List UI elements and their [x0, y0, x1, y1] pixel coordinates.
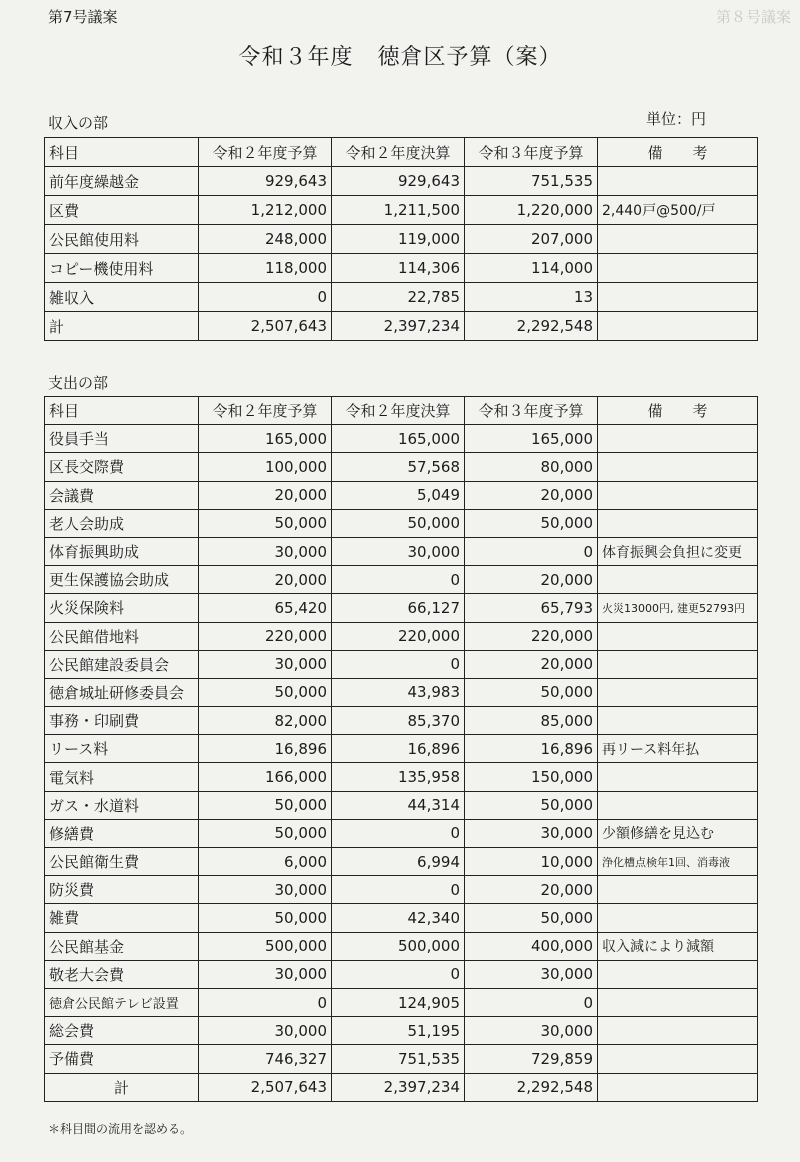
r3-budget-cell: 10,000 [465, 848, 598, 876]
note-cell [598, 876, 758, 904]
r2-settlement-cell: 44,314 [332, 791, 465, 819]
table-row [45, 594, 758, 622]
r3-budget-cell: 150,000 [465, 763, 598, 791]
r3-budget-cell: 0 [465, 537, 598, 565]
table-row [45, 763, 758, 791]
table-row [45, 678, 758, 706]
subject-cell: ガス・水道料 [45, 791, 199, 819]
r3-budget-cell: 114,000 [465, 254, 598, 283]
header-r2-settlement: 令和２年度決算 [332, 138, 465, 167]
note-cell: 火災13000円, 建更52793円 [598, 594, 758, 622]
table-row [45, 425, 758, 453]
subject-cell: 徳倉城址研修委員会 [45, 678, 199, 706]
r3-budget-cell: 0 [465, 988, 598, 1016]
r2-settlement-cell: 50,000 [332, 509, 465, 537]
unit-label: 単位：円 [646, 110, 707, 128]
r2-settlement-cell: 1,211,500 [332, 196, 465, 225]
r2-budget-cell: 500,000 [199, 932, 332, 960]
r2-budget-cell: 1,212,000 [199, 196, 332, 225]
r2-settlement-cell: 5,049 [332, 481, 465, 509]
table-row [45, 481, 758, 509]
subject-cell: 電気料 [45, 763, 199, 791]
table-row [45, 791, 758, 819]
r2-budget-cell: 30,000 [199, 650, 332, 678]
table-row [45, 932, 758, 960]
r3-budget-cell: 20,000 [465, 481, 598, 509]
subject-cell: 防災費 [45, 876, 199, 904]
r2-settlement-cell: 42,340 [332, 904, 465, 932]
subject-cell: 公民館借地料 [45, 622, 199, 650]
agenda-number: 第7号議案 [48, 8, 118, 26]
note-cell: 収入減により減額 [598, 932, 758, 960]
note-cell [598, 1045, 758, 1073]
subject-cell: 公民館衛生費 [45, 848, 199, 876]
table-row [45, 509, 758, 537]
table-row [45, 1045, 758, 1073]
note-cell: 浄化槽点検年1回、消毒液 [598, 848, 758, 876]
table-row [45, 196, 758, 225]
r2-budget-cell: 6,000 [199, 848, 332, 876]
subject-cell: 区長交際費 [45, 453, 199, 481]
r2-budget-cell: 50,000 [199, 819, 332, 847]
r3-budget-cell: 2,292,548 [465, 312, 598, 341]
r2-settlement-cell: 114,306 [332, 254, 465, 283]
r2-budget-cell: 65,420 [199, 594, 332, 622]
r2-budget-cell: 0 [199, 988, 332, 1016]
r2-budget-cell: 50,000 [199, 509, 332, 537]
expense-section-label: 支出の部 [48, 374, 109, 392]
subject-cell: 予備費 [45, 1045, 199, 1073]
subject-cell: 公民館基金 [45, 932, 199, 960]
r2-settlement-cell: 43,983 [332, 678, 465, 706]
note-cell: 再リース料年払 [598, 735, 758, 763]
table-row [45, 904, 758, 932]
r3-budget-cell: 165,000 [465, 425, 598, 453]
subject-cell: 計 [45, 1073, 199, 1101]
subject-cell: 公民館使用料 [45, 225, 199, 254]
r3-budget-cell: 729,859 [465, 1045, 598, 1073]
note-cell [598, 254, 758, 283]
note-cell [598, 481, 758, 509]
r2-settlement-cell: 0 [332, 960, 465, 988]
title-year: 令和３年度 [238, 45, 354, 70]
r3-budget-cell: 80,000 [465, 453, 598, 481]
r2-budget-cell: 30,000 [199, 1017, 332, 1045]
r2-settlement-cell: 0 [332, 650, 465, 678]
r2-settlement-cell: 85,370 [332, 707, 465, 735]
r3-budget-cell: 65,793 [465, 594, 598, 622]
r3-budget-cell: 50,000 [465, 678, 598, 706]
r2-budget-cell: 248,000 [199, 225, 332, 254]
table-row [45, 988, 758, 1016]
table-row [45, 960, 758, 988]
r2-budget-cell: 166,000 [199, 763, 332, 791]
note-cell [598, 988, 758, 1016]
r2-budget-cell: 50,000 [199, 904, 332, 932]
subject-cell: コピー機使用料 [45, 254, 199, 283]
r2-settlement-cell: 22,785 [332, 283, 465, 312]
table-row [45, 819, 758, 847]
r2-settlement-cell: 0 [332, 566, 465, 594]
r2-budget-cell: 82,000 [199, 707, 332, 735]
subject-cell: 公民館建設委員会 [45, 650, 199, 678]
table-row [45, 254, 758, 283]
r2-budget-cell: 20,000 [199, 481, 332, 509]
r2-budget-cell: 220,000 [199, 622, 332, 650]
note-cell [598, 167, 758, 196]
note-cell [598, 312, 758, 341]
r2-settlement-cell: 30,000 [332, 537, 465, 565]
note-cell: 少額修繕を見込む [598, 819, 758, 847]
r2-settlement-cell: 2,397,234 [332, 1073, 465, 1101]
subject-cell: 体育振興助成 [45, 537, 199, 565]
r2-budget-cell: 30,000 [199, 876, 332, 904]
r2-budget-cell: 746,327 [199, 1045, 332, 1073]
subject-cell: 徳倉公民館テレビ設置 [45, 988, 199, 1016]
r2-settlement-cell: 135,958 [332, 763, 465, 791]
r2-settlement-cell: 500,000 [332, 932, 465, 960]
r2-settlement-cell: 66,127 [332, 594, 465, 622]
r2-settlement-cell: 51,195 [332, 1017, 465, 1045]
table-row [45, 537, 758, 565]
r2-budget-cell: 30,000 [199, 537, 332, 565]
r2-settlement-cell: 119,000 [332, 225, 465, 254]
subject-cell: 役員手当 [45, 425, 199, 453]
r3-budget-cell: 751,535 [465, 167, 598, 196]
income-section-label: 収入の部 [48, 114, 109, 132]
r3-budget-cell: 30,000 [465, 819, 598, 847]
subject-cell: 雑費 [45, 904, 199, 932]
r2-budget-cell: 20,000 [199, 566, 332, 594]
header-r2-budget: 令和２年度予算 [199, 397, 332, 425]
table-row [45, 283, 758, 312]
header-r2-settlement: 令和２年度決算 [332, 397, 465, 425]
r3-budget-cell: 20,000 [465, 650, 598, 678]
r2-budget-cell: 50,000 [199, 791, 332, 819]
subject-cell: 老人会助成 [45, 509, 199, 537]
note-cell [598, 283, 758, 312]
subject-cell: 敬老大会費 [45, 960, 199, 988]
table-row [45, 167, 758, 196]
r2-settlement-cell: 220,000 [332, 622, 465, 650]
r3-budget-cell: 13 [465, 283, 598, 312]
table-row [45, 735, 758, 763]
note-cell [598, 904, 758, 932]
r3-budget-cell: 50,000 [465, 791, 598, 819]
r2-budget-cell: 30,000 [199, 960, 332, 988]
subject-cell: 修繕費 [45, 819, 199, 847]
table-row [45, 312, 758, 341]
table-row [45, 650, 758, 678]
r2-settlement-cell: 57,568 [332, 453, 465, 481]
header-r2-budget: 令和２年度予算 [199, 138, 332, 167]
note-cell [598, 225, 758, 254]
r3-budget-cell: 20,000 [465, 566, 598, 594]
note-cell [598, 707, 758, 735]
note-cell [598, 509, 758, 537]
note-cell: 体育振興会負担に変更 [598, 537, 758, 565]
income-header-row [45, 138, 758, 167]
note-cell [598, 678, 758, 706]
r3-budget-cell: 85,000 [465, 707, 598, 735]
table-row [45, 225, 758, 254]
r2-settlement-cell: 124,905 [332, 988, 465, 1016]
r3-budget-cell: 30,000 [465, 960, 598, 988]
header-r3-budget: 令和３年度予算 [465, 138, 598, 167]
note-cell [598, 960, 758, 988]
title-main: 徳倉区予算（案） [377, 45, 562, 70]
subject-cell: 雑収入 [45, 283, 199, 312]
r2-budget-cell: 16,896 [199, 735, 332, 763]
table-row [45, 1073, 758, 1101]
r2-settlement-cell: 6,994 [332, 848, 465, 876]
table-row [45, 876, 758, 904]
r2-settlement-cell: 2,397,234 [332, 312, 465, 341]
table-row [45, 453, 758, 481]
r2-settlement-cell: 929,643 [332, 167, 465, 196]
table-row [45, 1017, 758, 1045]
note-cell: 2,440戸@500/戸 [598, 196, 758, 225]
r2-budget-cell: 929,643 [199, 167, 332, 196]
r2-settlement-cell: 0 [332, 876, 465, 904]
bleed-through-text: 第８号議案 [716, 8, 792, 26]
r2-budget-cell: 0 [199, 283, 332, 312]
r2-settlement-cell: 16,896 [332, 735, 465, 763]
income-table [44, 137, 758, 341]
expense-header-row [45, 397, 758, 425]
footnote: ＊科目間の流用を認める。 [48, 1122, 193, 1136]
header-notes: 備 考 [598, 138, 758, 167]
subject-cell: 区費 [45, 196, 199, 225]
subject-cell: 計 [45, 312, 199, 341]
subject-cell: リース料 [45, 735, 199, 763]
header-subject: 科目 [45, 397, 199, 425]
r3-budget-cell: 20,000 [465, 876, 598, 904]
r3-budget-cell: 207,000 [465, 225, 598, 254]
subject-cell: 事務・印刷費 [45, 707, 199, 735]
r2-budget-cell: 50,000 [199, 678, 332, 706]
note-cell [598, 453, 758, 481]
subject-cell: 総会費 [45, 1017, 199, 1045]
r2-settlement-cell: 165,000 [332, 425, 465, 453]
subject-cell: 更生保護協会助成 [45, 566, 199, 594]
header-r3-budget: 令和３年度予算 [465, 397, 598, 425]
page-title [0, 40, 800, 71]
r2-budget-cell: 100,000 [199, 453, 332, 481]
table-row [45, 848, 758, 876]
note-cell [598, 791, 758, 819]
note-cell [598, 763, 758, 791]
subject-cell: 会議費 [45, 481, 199, 509]
expense-table [44, 396, 758, 1102]
r2-settlement-cell: 0 [332, 819, 465, 847]
table-row [45, 707, 758, 735]
r2-budget-cell: 118,000 [199, 254, 332, 283]
note-cell [598, 650, 758, 678]
subject-cell: 前年度繰越金 [45, 167, 199, 196]
r2-budget-cell: 2,507,643 [199, 312, 332, 341]
r2-settlement-cell: 751,535 [332, 1045, 465, 1073]
note-cell [598, 566, 758, 594]
subject-cell: 火災保険料 [45, 594, 199, 622]
r3-budget-cell: 220,000 [465, 622, 598, 650]
note-cell [598, 622, 758, 650]
table-row [45, 622, 758, 650]
r2-budget-cell: 165,000 [199, 425, 332, 453]
note-cell [598, 1073, 758, 1101]
r3-budget-cell: 1,220,000 [465, 196, 598, 225]
note-cell [598, 425, 758, 453]
r3-budget-cell: 30,000 [465, 1017, 598, 1045]
r3-budget-cell: 50,000 [465, 904, 598, 932]
r2-budget-cell: 2,507,643 [199, 1073, 332, 1101]
r3-budget-cell: 2,292,548 [465, 1073, 598, 1101]
table-row [45, 566, 758, 594]
r3-budget-cell: 50,000 [465, 509, 598, 537]
header-notes: 備 考 [598, 397, 758, 425]
r3-budget-cell: 400,000 [465, 932, 598, 960]
r3-budget-cell: 16,896 [465, 735, 598, 763]
note-cell [598, 1017, 758, 1045]
header-subject: 科目 [45, 138, 199, 167]
